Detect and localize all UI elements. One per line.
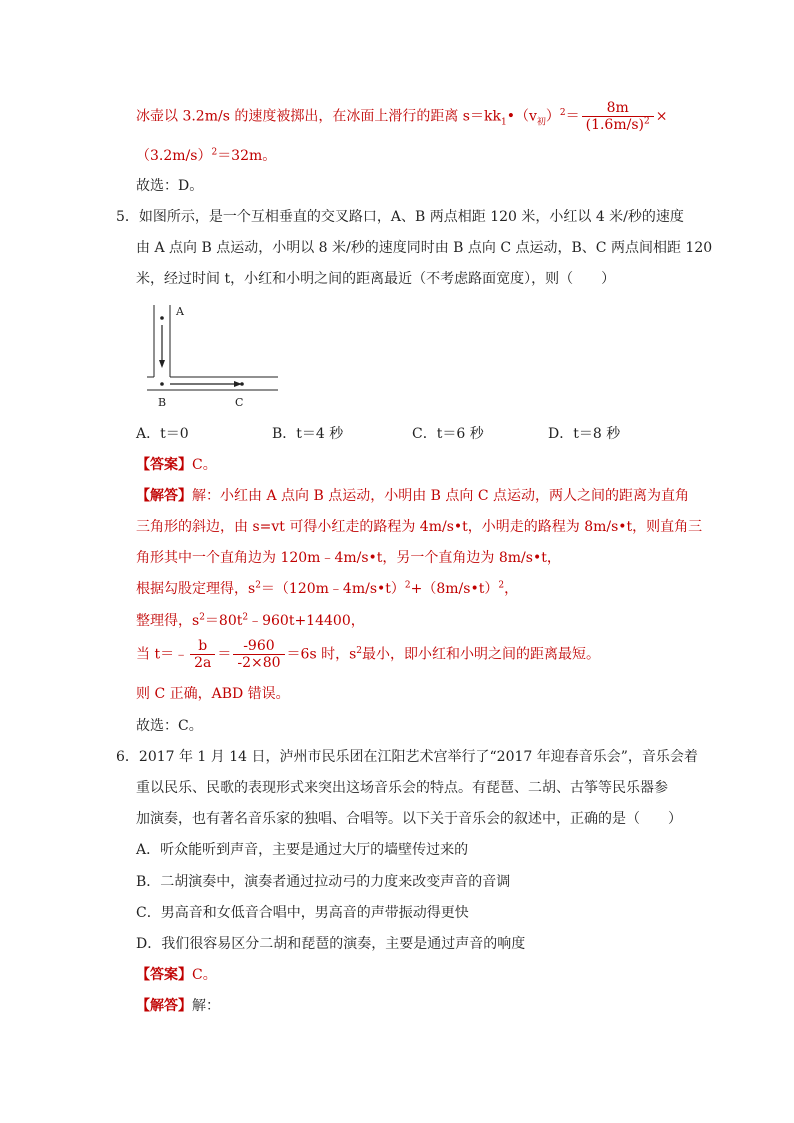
answer-tag: 【答案】 bbox=[136, 457, 192, 473]
q5-analysis-3: 角形其中一个直角边为 120m﹣4m/s•t，另一个直角边为 8m/s•t， bbox=[136, 550, 561, 566]
prev-line-1: 冰壶以 3.2m/s 的速度被掷出，在冰面上滑行的距离 $s=kk_1•(v_初)^2=$ $\frac{8m}{(1.6m/s)^2}$ × bbox=[136, 100, 668, 133]
q6-answer: 【答案】C。 bbox=[136, 967, 217, 983]
fraction-values: $\frac{-960}{-2\times 80}$ bbox=[233, 638, 284, 671]
q5-analysis-4: 根据勾股定理得，$s^2=(120m﹣4m/s•t)^2+(8m/s•t)^2$， bbox=[136, 580, 519, 597]
q5-analysis-7: 则 C 正确，ABD 错误。 bbox=[136, 686, 290, 702]
q5-option-c: C．t＝6 秒 bbox=[412, 426, 484, 442]
analysis-tag: 【解答】 bbox=[136, 998, 192, 1014]
q5-option-b: B．t＝4 秒 bbox=[272, 426, 344, 442]
fig-label-b: B bbox=[158, 396, 167, 409]
q5-analysis-5: 整理得，$s^2=80t^2﹣960t+14400$， bbox=[136, 612, 365, 629]
q5-line-3: 米，经过时间 t，小红和小明之间的距离最近（不考虑路面宽度），则（ ） bbox=[136, 271, 616, 287]
prev-fraction: $\frac{8m}{(1.6m/s)^2}$ bbox=[582, 100, 654, 133]
q6-line-1: 6．2017 年 1 月 14 日，泸州市民乐团在江阳艺术宫举行了“2017 年迎春音乐会”，音乐会着 bbox=[116, 749, 698, 765]
q5-analysis-1: 【解答】解：小红由 A 点向 B 点运动，小明由 B 点向 C 点运动，两人之间的距离为直角 bbox=[136, 488, 689, 504]
q6-line-2: 重以民乐、民歌的表现形式来突出这场音乐会的特点。有琵琶、二胡、古筝等民乐器参 bbox=[136, 780, 668, 796]
analysis-tag: 【解答】 bbox=[136, 488, 192, 504]
q5-analysis-2: 三角形的斜边，由 s=vt 可得小红走的路程为 4m/s•t，小明走的路程为 8m/s•t，则直角三 bbox=[136, 519, 703, 535]
q5-line-2: 由 A 点向 B 点运动，小明以 8 米/秒的速度同时由 B 点向 C 点运动，B、C 两点间相距 120 bbox=[136, 240, 713, 256]
q5-line-1: 5．如图所示，是一个互相垂直的交叉路口，A、B 两点相距 120 米，小红以 4 米/秒的速度 bbox=[116, 209, 684, 225]
prev-choose: 故选：D。 bbox=[136, 178, 204, 194]
fig-label-c: C bbox=[235, 396, 244, 409]
answer-tag: 【答案】 bbox=[136, 967, 192, 983]
prev-line-2: $(3.2m/s)^2=32m$。 bbox=[136, 147, 277, 164]
q6-analysis: 【解答】解： bbox=[136, 998, 220, 1014]
fraction-b-over-2a: $\frac{b}{2a}$ bbox=[190, 638, 215, 671]
q6-option-d: D．我们很容易区分二胡和琵琶的演奏，主要是通过声音的响度 bbox=[136, 936, 526, 952]
q5-option-a: A．t＝0 bbox=[136, 426, 189, 442]
q5-choose: 故选：C。 bbox=[136, 718, 203, 734]
q6-option-b: B．二胡演奏中，演奏者通过拉动弓的力度来改变声音的音调 bbox=[136, 874, 511, 890]
q5-analysis-6: 当 t＝﹣ $\frac{b}{2a}$ ＝ $\frac{-960}{-2\times 80}$ ＝6s 时，$s^2$最小，即小红和小明之间的距离最短。 bbox=[136, 638, 600, 671]
q6-option-a: A．听众能听到声音，主要是通过大厅的墙壁传过来的 bbox=[136, 842, 469, 858]
q5-option-d: D．t＝8 秒 bbox=[548, 426, 621, 442]
q5-figure bbox=[140, 300, 290, 410]
q6-line-3: 加演奏，也有著名音乐家的独唱、合唱等。以下关于音乐会的叙述中，正确的是（ ） bbox=[136, 811, 682, 827]
q5-answer: 【答案】C。 bbox=[136, 457, 217, 473]
fig-label-a: A bbox=[176, 305, 184, 318]
q6-option-c: C．男高音和女低音合唱中，男高音的声带振动得更快 bbox=[136, 905, 469, 921]
